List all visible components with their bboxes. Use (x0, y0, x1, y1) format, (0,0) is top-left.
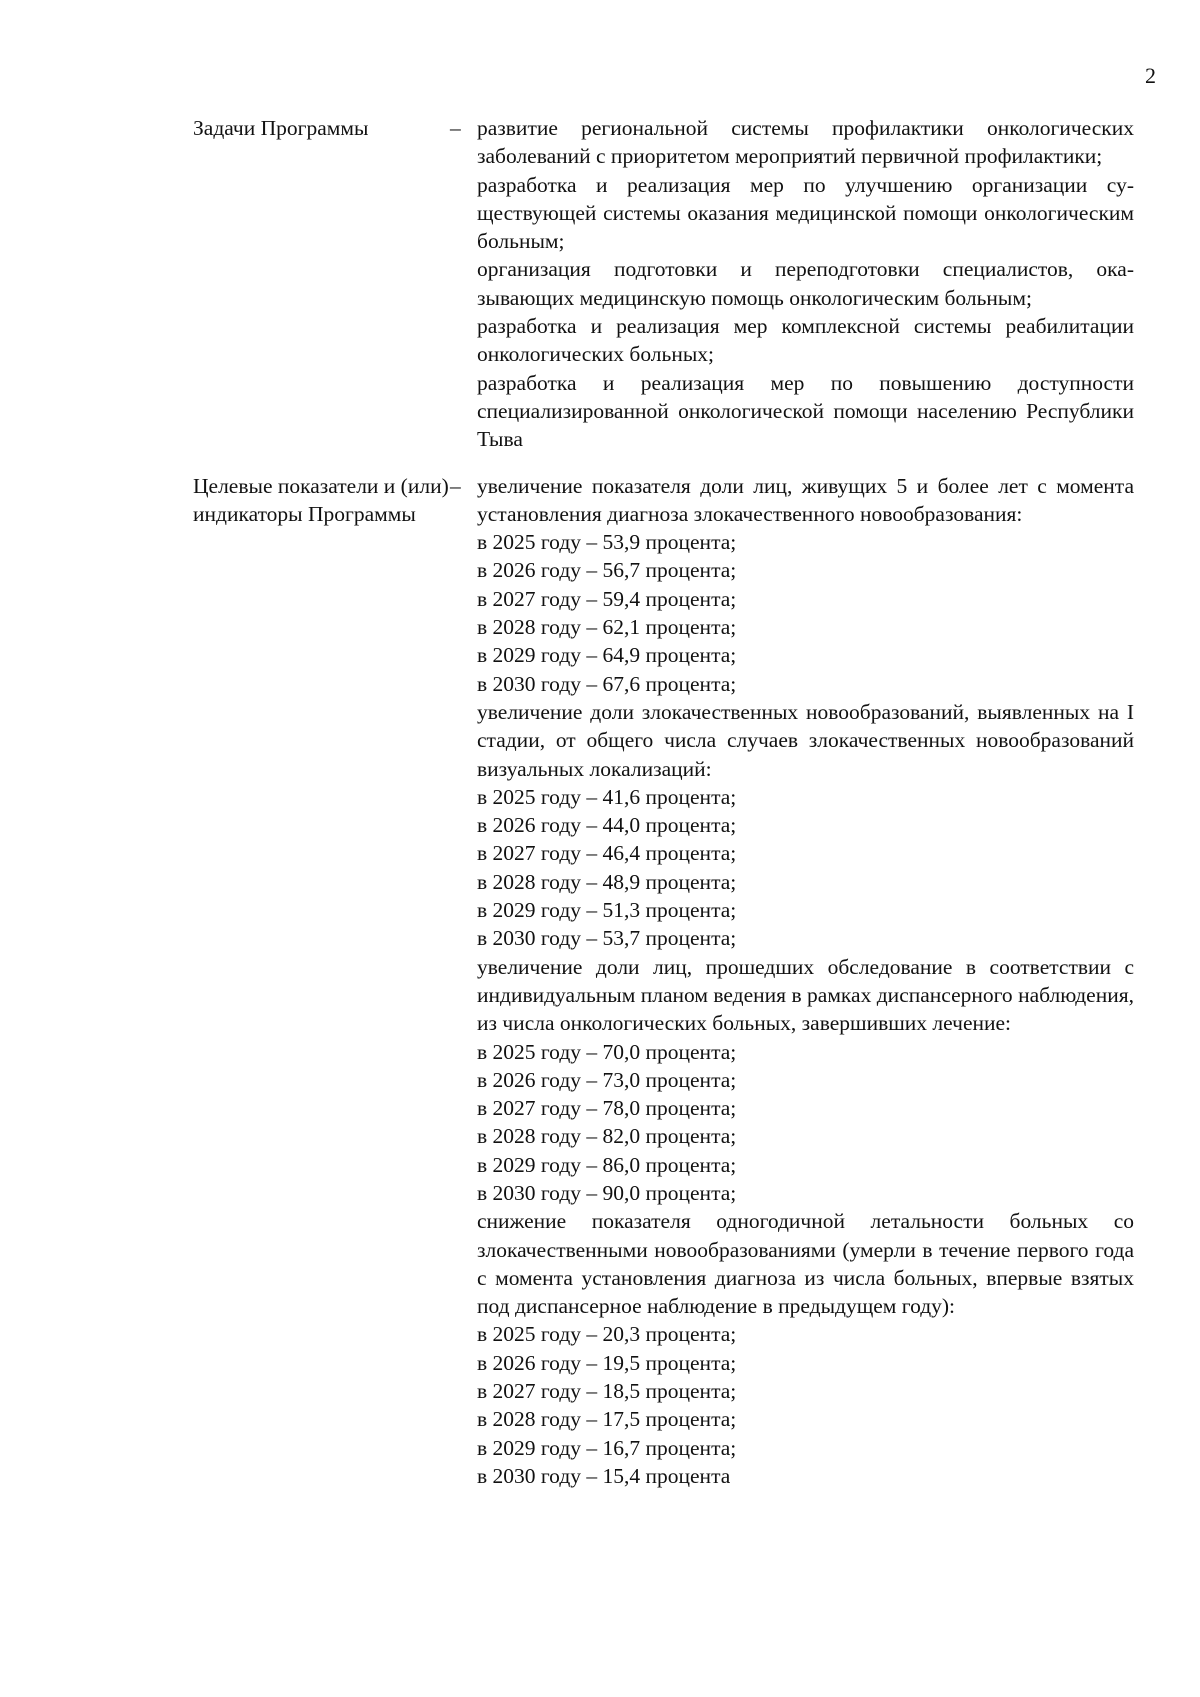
indicator-year-value: в 2027 году – 46,4 процента; (477, 841, 737, 866)
indicator-year-value: в 2029 году – 64,9 процента; (477, 643, 737, 668)
indicator-year-value: в 2027 году – 18,5 процента; (477, 1379, 737, 1404)
passport-row-tasks (193, 114, 1163, 454)
row-dash: – (450, 116, 461, 140)
row-dash: – (450, 473, 461, 498)
task-paragraph: разработка и реализация мер по улучшению организации существующей системы оказания медицинской помощи онкологическим больным; (477, 172, 1134, 254)
indicator-year-value: в 2026 году – 73,0 процента; (477, 1067, 737, 1092)
indicator-year-value: в 2029 году – 51,3 процента; (477, 898, 737, 923)
row-content (477, 472, 1134, 1491)
indicator-year-value: в 2027 году – 59,4 процента; (477, 586, 737, 611)
indicator-year-value: в 2025 году – 70,0 процента; (477, 1039, 737, 1064)
indicator-year-value: в 2025 году – 53,9 процента; (477, 530, 737, 555)
row-content (477, 114, 1134, 454)
indicator-year-value: в 2027 году – 78,0 процента; (477, 1096, 737, 1121)
indicator-year-value: в 2025 году – 20,3 процента; (477, 1322, 737, 1347)
indicator-year-value: в 2030 году – 67,6 процента; (477, 671, 737, 696)
page-number: 2 (1145, 63, 1156, 88)
task-paragraph: развитие региональной системы профилактики онкологических заболеваний с приоритетом мероприятий первичной профилактики; (477, 116, 1134, 169)
indicator-year-value: в 2028 году – 82,0 процента; (477, 1124, 737, 1149)
indicator-year-value: в 2030 году – 53,7 процента; (477, 926, 737, 951)
indicator-year-value: в 2028 году – 62,1 процента; (477, 615, 737, 640)
indicator-description: увеличение доли злокачественных новообразований, выявленных на I стадии, от общего числа случаев злокачественных новообразований визуальных локализаций: (477, 699, 1134, 781)
indicator-year-value: в 2026 году – 44,0 процента; (477, 813, 737, 838)
indicator-description: увеличение доли лиц, прошедших обследование в соответствии с индивидуальным планом ведения в рамках диспансерного наблюдения, из числа онкологических больных, завершивших лечение: (477, 954, 1134, 1036)
program-passport-table (193, 114, 1163, 1490)
indicator-year-value: в 2029 году – 86,0 процента; (477, 1152, 737, 1177)
task-paragraph: организация подготовки и переподготовки специалистов, оказывающих медицинскую помощь онкологическим больным; (477, 257, 1134, 310)
indicator-year-value: в 2030 году – 90,0 процента; (477, 1180, 737, 1205)
row-label: Целевые показатели и (или) индикаторы Программы (193, 473, 449, 526)
indicator-year-value: в 2025 году – 41,6 процента; (477, 784, 737, 809)
indicator-year-value: в 2028 году – 17,5 процента; (477, 1407, 737, 1432)
passport-row-indicators (193, 472, 1163, 1491)
task-paragraph: разработка и реализация мер комплексной системы реабилитации онкологических больных; (477, 314, 1134, 367)
indicator-year-value: в 2026 году – 56,7 процента; (477, 558, 737, 583)
row-label: Задачи Программы (193, 116, 369, 140)
indicator-description: снижение показателя одногодичной летальности больных со злокачественными новообразованиями (умерли в течение первого года с момента установления диагноза из числа больных, впервые взятых под диспансерное наблюдение в предыдущем году): (477, 1209, 1134, 1319)
indicator-year-value: в 2026 году – 19,5 процента; (477, 1350, 737, 1375)
indicator-description: увеличение показателя доли лиц, живущих 5 и более лет с момента установления диагноза злокачественного новообразования: (477, 473, 1134, 526)
indicator-year-value: в 2029 году – 16,7 процента; (477, 1435, 737, 1460)
task-paragraph: разработка и реализация мер по повышению доступности специализированной онкологической помощи населению Республики Тыва (477, 370, 1134, 452)
indicator-year-value: в 2028 году – 48,9 процента; (477, 869, 737, 894)
indicator-year-value: в 2030 году – 15,4 процента (477, 1463, 731, 1488)
